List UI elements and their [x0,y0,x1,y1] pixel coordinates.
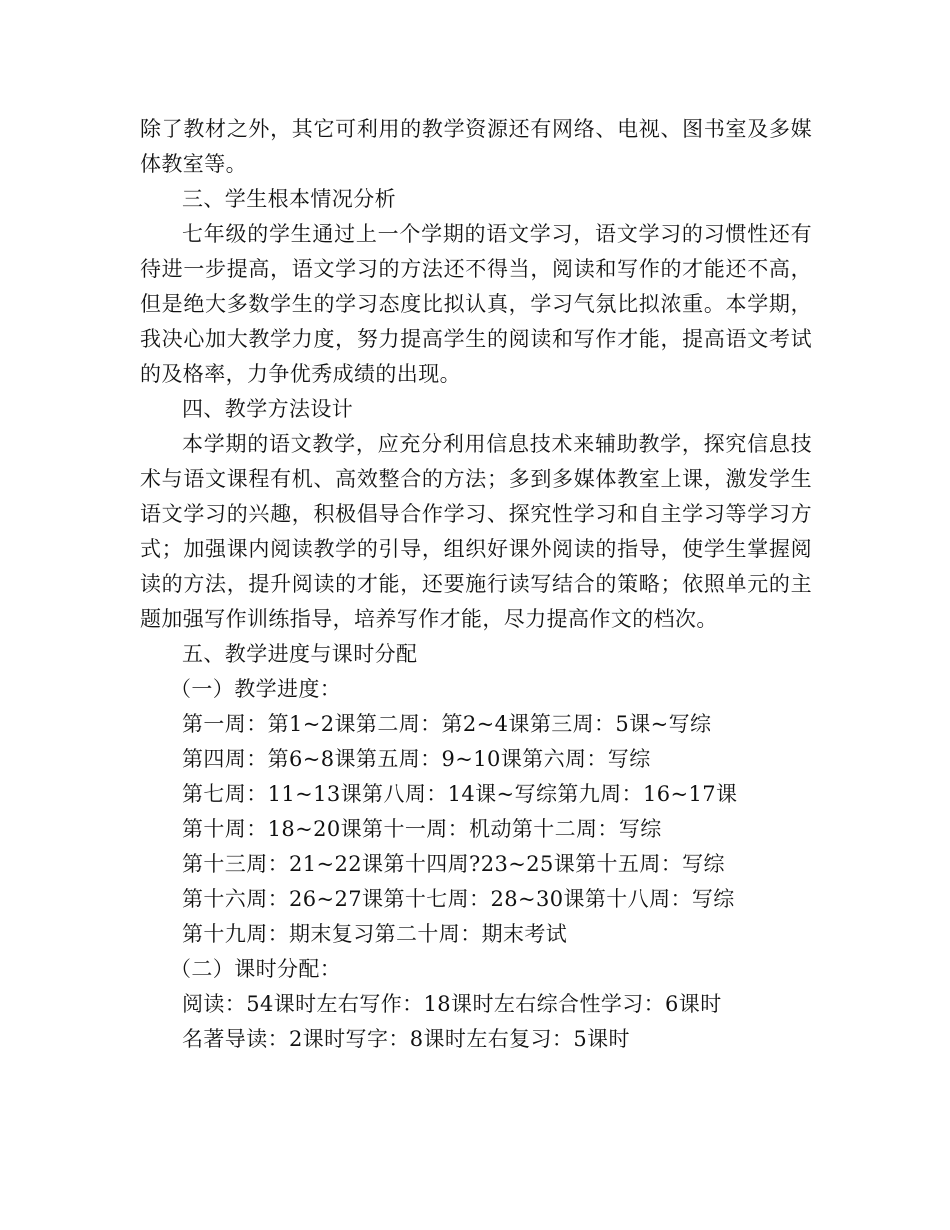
schedule-line: 第十九周：期末复习第二十周：期末考试 [182,922,568,946]
schedule-line: 第十六周：26~27课第十七周：28~30课第十八周：写综 [182,887,735,911]
paragraph-student-analysis: 七年级的学生通过上一个学期的语文学习，语文学习的习惯性还有待进一步提高，语文学习的方法还不得当，阅读和写作的才能还不高，但是绝大多数学生的学习态度比拟认真，学习气氛比拟浓重。本学期，我决心加大教学力度，努力提高学生的阅读和写作才能，提高语文考试的及格率，力争优秀成绩的出现。 [140,222,812,386]
subheading-hour-allocation: （二）课时分配： [170,957,342,981]
schedule-line: 第十三周：21~22课第十四周?23~25课第十五周：写综 [182,852,725,876]
allocation-line: 阅读：54课时左右写作：18课时左右综合性学习：6课时 [182,992,722,1016]
subheading-teaching-schedule: （一）教学进度： [170,677,342,701]
heading-schedule-allocation: 五、教学进度与课时分配 [182,642,418,666]
document-body [140,112,812,1057]
schedule-line: 第十周：18~20课第十一周：机动第十二周：写综 [182,817,662,841]
heading-student-analysis: 三、学生根本情况分析 [182,187,396,211]
paragraph-resources: 除了教材之外，其它可利用的教学资源还有网络、电视、图书室及多媒体教室等。 [140,117,812,176]
heading-teaching-methods: 四、教学方法设计 [182,397,354,421]
schedule-line: 第四周：第6~8课第五周：9~10课第六周：写综 [182,747,651,771]
schedule-line: 第一周：第1~2课第二周：第2~4课第三周：5课~写综 [182,712,712,736]
paragraph-teaching-methods: 本学期的语文教学，应充分利用信息技术来辅助教学，探究信息技术与语文课程有机、高效整合的方法；多到多媒体教室上课，激发学生语文学习的兴趣，积极倡导合作学习、探究性学习和自主学习等学习方式；加强课内阅读教学的引导，组织好课外阅读的指导，使学生掌握阅读的方法，提升阅读的才能，还要施行读写结合的策略；依照单元的主题加强写作训练指导，培养写作才能，尽力提高作文的档次。 [140,432,812,631]
allocation-line: 名著导读：2课时写字：8课时左右复习：5课时 [182,1027,630,1051]
schedule-line: 第七周：11~13课第八周：14课~写综第九周：16~17课 [182,782,738,806]
